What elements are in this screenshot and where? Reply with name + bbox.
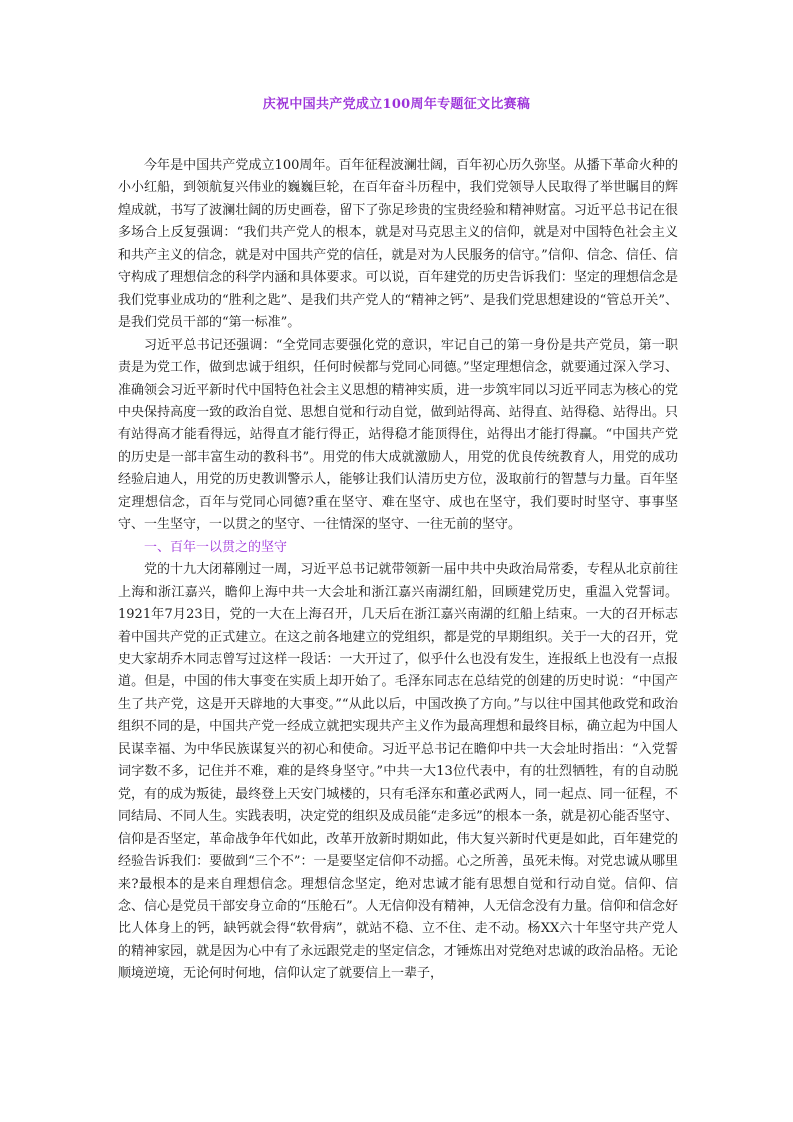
paragraph-intro: 今年是中国共产党成立100周年。百年征程波澜壮阔，百年初心历久弥坚。从播下革命火种的小小红船，到领航复兴伟业的巍巍巨轮，在百年奋斗历程中，我们党领导人民取得了举世瞩目的辉煌成就，书写了波澜壮阔的历史画卷，留下了弥足珍贵的宝贵经验和精神财富。习近平总书记在很多场合上反复强调：“我们共产党人的根本，就是对马克思主义的信仰，就是对中国特色社会主义和共产主义的信念，就是对中国共产党的信任，就是对为人民服务的信守。”信仰、信念、信任、信守构成了理想信念的科学内涵和具体要求。可以说，百年建党的历史告诉我们：坚定的理想信念是我们党事业成功的“胜利之匙”、是我们共产党人的“精神之钙”、是我们党思想建设的“管总开关”、是我们党员干部的“第一标准”。: [118, 158, 678, 331]
section-heading: 一、百年一以贯之的坚守: [144, 539, 288, 555]
paragraph-emphasis: 习近平总书记还强调：“全党同志要强化党的意识，牢记自己的第一身份是共产党员，第一职责是为党工作，做到忠诚于组织，任何时候都与党同心同德。”坚定理想信念，就要通过深入学习、准确领会习近平新时代中国特色社会主义思想的精神实质，进一步筑牢同以习近平同志为核心的党中央保持高度一致的政治自觉、思想自觉和行动自觉，做到站得高、站得直、站得稳、站得出。只有站得高才能看得远，站得直才能行得正，站得稳才能顶得住，站得出才能打得赢。“中国共产党的历史是一部丰富生动的教科书”。用党的伟大成就激励人，用党的优良传统教育人，用党的成功经验启迪人，用党的历史教训警示人，能够让我们认清历史方位，汲取前行的智慧与力量。百年坚定理想信念，百年与党同心同德?重在坚守、难在坚守、成也在坚守，我们要时时坚守、事事坚守、一生坚守，一以贯之的坚守、一往情深的坚守、一往无前的坚守。: [118, 337, 678, 533]
document-body: [118, 155, 678, 986]
document-title: 庆祝中国共产党成立100周年专题征文比赛稿: [262, 97, 531, 112]
paragraph-section-one: 党的十九大闭幕刚过一周，习近平总书记就带领新一届中共中央政治局常委，专程从北京前往上海和浙江嘉兴，瞻仰上海中共一大会址和浙江嘉兴南湖红船，回顾建党历史，重温入党誓词。1921年7月23日，党的一大在上海召开，几天后在浙江嘉兴南湖的红船上结束。一大的召开标志着中国共产党的正式建立。在这之前各地建立的党组织，都是党的早期组织。关于一大的召开，党史大家胡乔木同志曾写过这样一段话：一大开过了，似乎什么也没有发生，连报纸上也没有一点报道。但是，中国的伟大事变在实质上却开始了。毛泽东同志在总结党的创建的历史时说：“中国产生了共产党，这是开天辟地的大事变。”“从此以后，中国改换了方向。”与以往中国其他政党和政治组织不同的是，中国共产党一经成立就把实现共产主义作为最高理想和最终目标，确立起为中国人民谋幸福、为中华民族谋复兴的初心和使命。习近平总书记在瞻仰中共一大会址时指出：“入党誓词字数不多，记住并不难，难的是终身坚守。”中共一大13位代表中，有的壮烈牺牲，有的自动脱党，有的成为叛徒，最终登上天安门城楼的，只有毛泽东和董必武两人，同一起点、同一征程，不同结局、不同人生。实践表明，决定党的组织及成员能“走多远”的根本一条，就是初心能否坚守、信仰是否坚定，革命战争年代如此，改革开放新时期如此，伟大复兴新时代更是如此，百年建党的经验告诉我们：要做到“三个不”：一是要坚定信仰不动摇。心之所善，虽死未悔。对党忠诚从哪里来?最根本的是来自理想信念。理想信念坚定，绝对忠诚才能有思想自觉和行动自觉。信仰、信念、信心是党员干部安身立命的“压舱石”。人无信仰没有精神，人无信念没有力量。信仰和信念好比人体身上的钙，缺钙就会得“软骨病”，就站不稳、立不住、走不动。杨XX六十年坚守共产党人的精神家园，就是因为心中有了永远跟党走的坚定信念，才锤炼出对党绝对忠诚的政治品格。无论顺境逆境，无论何时何地，信仰认定了就要信上一辈子，: [118, 562, 678, 982]
